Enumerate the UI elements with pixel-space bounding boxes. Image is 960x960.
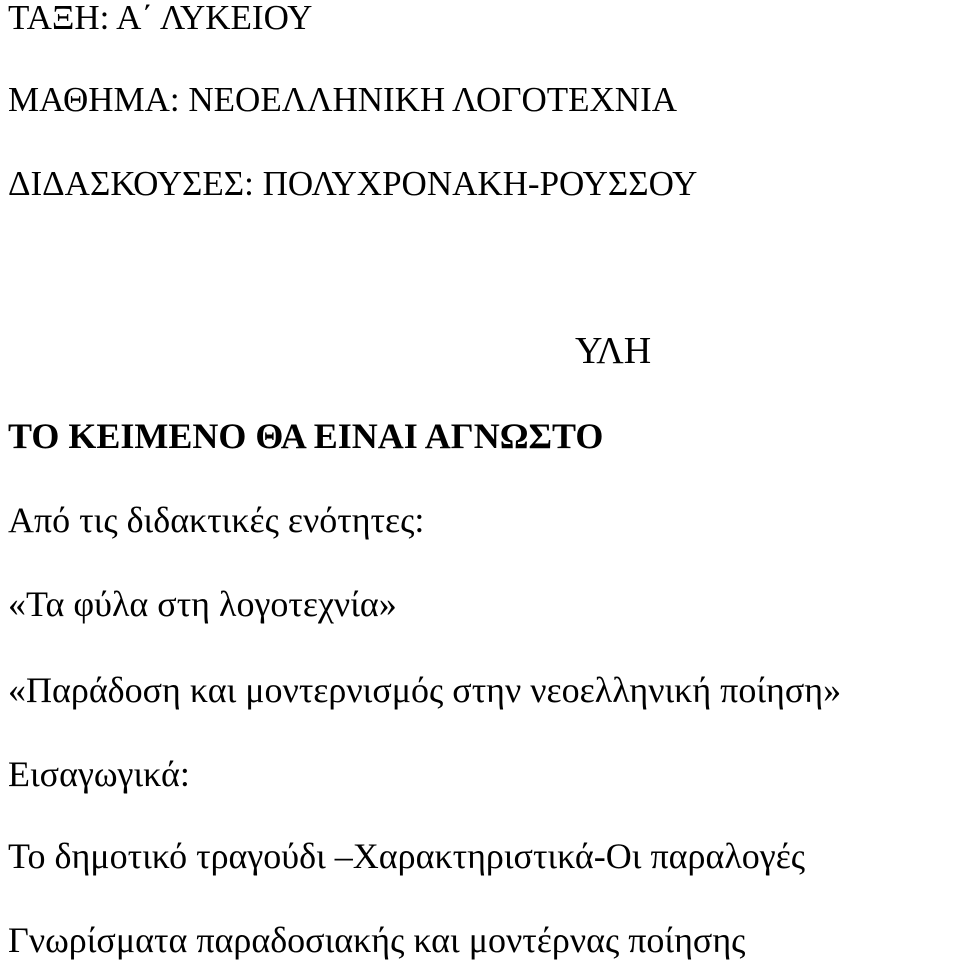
unit-item: «Παράδοση και μοντερνισμός στην νεοελληνική ποίηση» [8,670,842,710]
unknown-text-note: ΤΟ ΚΕΙΜΕΝΟ ΘΑ ΕΙΝΑΙ ΑΓΝΩΣΤΟ [8,416,604,456]
intro-item: Το δημοτικό τραγούδι –Χαρακτηριστικά-Οι παραλογές [8,836,806,876]
unit-item: «Τα φύλα στη λογοτεχνία» [8,584,397,624]
intro-label: Εισαγωγικά: [8,754,190,794]
teachers-line: ΔΙΔΑΣΚΟΥΣΕΣ: ΠΟΛΥΧΡΟΝΑΚΗ-ΡΟΥΣΣΟΥ [8,164,698,203]
section-title: ΥΛΗ [575,330,652,372]
course-line: ΜΑΘΗΜΑ: ΝΕΟΕΛΛΗΝΙΚΗ ΛΟΓΟΤΕΧΝΙΑ [8,80,677,119]
intro-item: Γνωρίσματα παραδοσιακής και μοντέρνας ποίησης [8,920,746,960]
class-line: ΤΑΞΗ: Α΄ ΛΥΚΕΙΟΥ [8,0,313,37]
units-intro: Από τις διδακτικές ενότητες: [8,500,425,540]
